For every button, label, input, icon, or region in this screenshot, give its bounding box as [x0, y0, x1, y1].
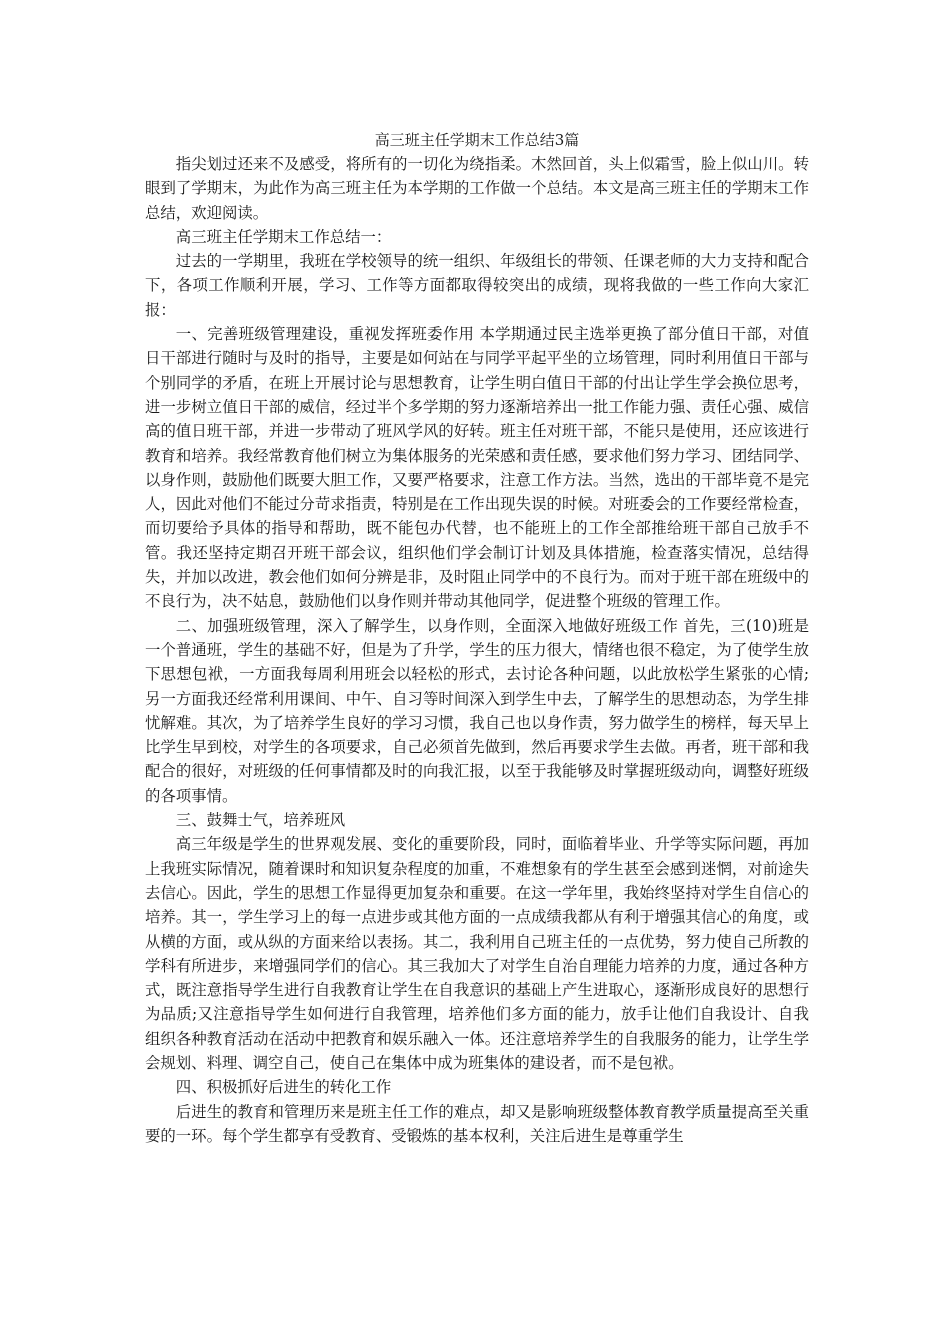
section-four-heading: 四、积极抓好后进生的转化工作 [175, 1078, 392, 1097]
section-four-paragraph: 后进生的教育和管理历来是班主任工作的难点，却又是影响班级整体教育教学质量提高至关重要的一环。每个学生都享有受教育、受锻炼的基本权利，关注后进生是尊重学生 [145, 1102, 809, 1145]
section-three-heading: 三、鼓舞士气，培养班风 [175, 811, 346, 830]
section-one-paragraph: 一、完善班级管理建设，重视发挥班委作用 本学期通过民主选举更换了部分值日干部，对值日干部进行随时与及时的指导，主要是如何站在与同学平起平坐的立场管理，同时利用值日干部与个别同学的矛盾，在班上开展讨论与思想教育，让学生明白值日干部的付出让学生学会换位思考，进一步树立值日干部的威信，经过半个多学期的努力逐渐培养出一批工作能力强、责任心强、威信高的值日班干部，并进一步带动了班风学风的好转。班主任对班干部，不能只是使用，还应该进行教育和培养。我经常教育他们树立为集体服务的光荣感和责任感，要求他们努力学习、团结同学、以身作则，鼓励他们既要大胆工作，又要严格要求，注意工作方法。当然，选出的干部毕竟不是完人，因此对他们不能过分苛求指责，特别是在工作出现失误的时候。对班委会的工作要经常检查，而切要给予具体的指导和帮助，既不能包办代替，也不能班上的工作全部推给班干部自己放手不管。我还坚持定期召开班干部会议，组织他们学会制订计划及具体措施，检查落实情况，总结得失，并加以改进，教会他们如何分辨是非，及时阻止同学中的不良行为。而对于班干部在班级中的不良行为，决不姑息，鼓励他们以身作则并带动其他同学，促进整个班级的管理工作。 [145, 325, 809, 611]
intro-paragraph: 指尖划过还来不及感受，将所有的一切化为绕指柔。木然回首，头上似霜雪，脸上似山川。转眼到了学期末，为此作为高三班主任为本学期的工作做一个总结。本文是高三班主任的学期末工作总结，欢迎阅读。 [145, 155, 809, 222]
section-three-paragraph: 高三年级是学生的世界观发展、变化的重要阶段，同时，面临着毕业、升学等实际问题，再加上我班实际情况，随着课时和知识复杂程度的加重，不难想象有的学生甚至会感到迷惘，对前途失去信心。因此，学生的思想工作显得更加复杂和重要。在这一学年里，我始终坚持对学生自信心的培养。其一，学生学习上的每一点进步或其他方面的一点成绩我都从有利于增强其信心的角度，或从横的方面，或从纵的方面来给以表扬。其二，我利用自己班主任的一点优势，努力使自己所教的学科有所进步，来增强同学们的信心。其三我加大了对学生自治自理能力培养的力度，通过各种方式，既注意指导学生进行自我教育让学生在自我意识的基础上产生进取心，逐渐形成良好的思想行为品质;又注意指导学生如何进行自我管理，培养他们多方面的能力，放手让他们自我设计、自我组织各种教育活动在活动中把教育和娱乐融入一体。还注意培养学生的自我服务的能力，让学生学会规划、料理、调空自己，使自己在集体中成为班集体的建设者，而不是包袱。 [145, 835, 809, 1072]
section-heading-summary-one: 高三班主任学期末工作总结一： [175, 227, 392, 246]
document-page [145, 128, 809, 1148]
document-title: 高三班主任学期末工作总结3篇 [374, 131, 580, 149]
section-two-paragraph: 二、加强班级管理，深入了解学生，以身作则，全面深入地做好班级工作 首先，三(10)班是一个普通班，学生的基础不好，但是为了升学，学生的压力很大，情绪也很不稳定，为了使学生放下思想包袱，一方面我每周利用班会以轻松的形式，去讨论各种问题，以此放松学生紧张的心情;另一方面我还经常利用课间、中午、自习等时间深入到学生中去，了解学生的思想动态，为学生排忧解难。其次，为了培养学生良好的学习习惯，我自己也以身作责，努力做学生的榜样，每天早上比学生早到校，对学生的各项要求，自己必须首先做到，然后再要求学生去做。再者，班干部和我配合的很好，对班级的任何事情都及时的向我汇报，以至于我能够及时掌握班级动向，调整好班级的各项事情。 [145, 616, 809, 805]
overview-paragraph: 过去的一学期里，我班在学校领导的统一组织、年级组长的带领、任课老师的大力支持和配合下，各项工作顺利开展，学习、工作等方面都取得较突出的成绩，现将我做的一些工作向大家汇报： [145, 252, 809, 319]
